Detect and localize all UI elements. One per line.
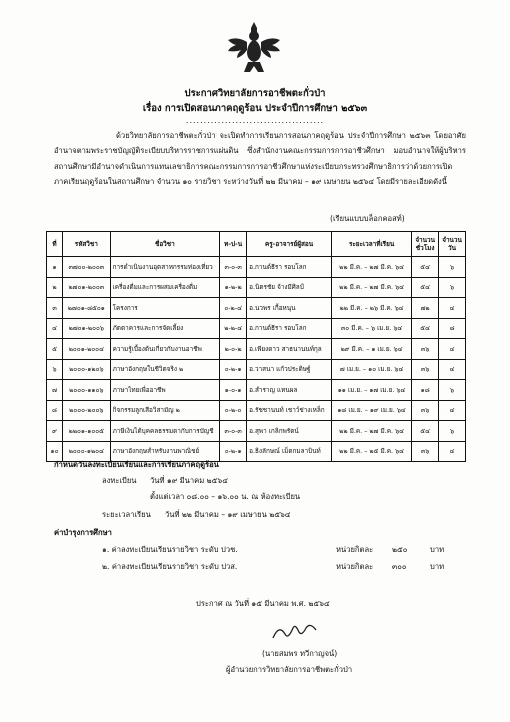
cell-no: ๔ — [47, 318, 63, 339]
col-header-subject: ชื่อวิชา — [110, 232, 220, 257]
cell-hours: ๕๔ — [412, 318, 439, 339]
cell-period: ๓๐ มี.ค. – ๖ เม.ย. ๖๔ — [331, 318, 411, 339]
cell-days: ๔ — [439, 339, 466, 360]
col-header-no: ที่ — [47, 232, 63, 257]
period-label: ระยะเวลาเรียน — [102, 510, 151, 519]
cell-period: ๗ เม.ย. – ๑๐ เม.ย. ๖๔ — [331, 359, 411, 380]
cell-code: ๒๗๐๑-๒๐๐๖ — [63, 318, 111, 339]
period-date: วันที่ ๒๒ มีนาคม – ๑๙ เมษายน ๒๕๖๔ — [165, 510, 291, 519]
fee-unit-2: หน่วยกิตละ — [336, 562, 374, 571]
cell-teacher: อ.วาสนา แก้วประดิษฐ์ — [247, 359, 332, 380]
cell-days: ๔ — [439, 400, 466, 421]
cell-days: ๖ — [439, 380, 466, 401]
cell-hours: ๓๖ — [412, 441, 439, 462]
cell-credits: ๐-๒-๑ — [220, 359, 247, 380]
title-separator: ....................................... — [185, 116, 325, 125]
cell-teacher: อ.นิตรชัย จ้างมีศิลป์ — [247, 277, 332, 298]
cell-hours: ๓๖ — [412, 359, 439, 380]
table-row — [47, 421, 466, 442]
schedule-title: กำหนดวันลงทะเบียนเรียนและการเรียนภาคฤดูร้อน — [54, 460, 219, 469]
cell-no: ๘ — [47, 400, 63, 421]
cell-no: ๑ — [47, 257, 63, 278]
course-table — [46, 231, 466, 462]
cell-hours: ๗๒ — [412, 298, 439, 319]
cell-credits: ๑-๒-๒ — [220, 277, 247, 298]
cell-credits: ๒-๒-๔ — [220, 318, 247, 339]
cell-days: ๔ — [439, 441, 466, 462]
cell-period: ๒๙ มี.ค. – ๑ เม.ย. ๖๔ — [331, 339, 411, 360]
fee-unit-1: หน่วยกิตละ — [336, 545, 374, 554]
cell-code: ๒๐๐๐-๑๒๐๖ — [63, 359, 111, 380]
cell-hours: ๕๔ — [412, 257, 439, 278]
cell-no: ๖ — [47, 359, 63, 380]
cell-code: ๒๐๐๐-๑๑๐๖ — [63, 380, 111, 401]
cell-period: ๒๒ มี.ค. – ๒๗ มี.ค. ๖๔ — [331, 421, 411, 442]
fee-label-1: ๑. ค่าลงทะเบียนเรียนรายวิชา ระดับ ปวช. — [102, 545, 238, 554]
cell-no: ๙ — [47, 421, 63, 442]
announcement-subject: เรื่อง การเปิดสอนภาคฤดูร้อน ประจำปีการศึกษา ๒๕๖๓ — [142, 103, 368, 114]
fee-currency-2: บาท — [430, 562, 445, 571]
fee-amount-2: ๓๐๐ — [392, 562, 407, 571]
cell-teacher: อ.รัชชานนท์ เชาว์ช่างเหล็ก — [247, 400, 332, 421]
table-row — [47, 318, 466, 339]
cell-hours: ๑๘ — [412, 380, 439, 401]
cell-subject: ความรู้เบื้องต้นเกี่ยวกับงานอาชีพ — [110, 339, 220, 360]
fees-title: ค่าบำรุงการศึกษา — [54, 528, 112, 537]
cell-subject: ภาษาอังกฤษในชีวิตจริง ๒ — [110, 359, 220, 380]
cell-subject: ภาษาไทยเพื่ออาชีพ — [110, 380, 220, 401]
table-row — [47, 257, 466, 278]
table-row — [47, 339, 466, 360]
cell-credits: ๑-๐-๑ — [220, 380, 247, 401]
cell-no: ๗ — [47, 380, 63, 401]
cell-days: ๖ — [439, 257, 466, 278]
col-header-credits: ท-ป-น — [220, 232, 247, 257]
cell-code: ๒๒๐๑-๑๐๐๕ — [63, 421, 111, 442]
signer-name: (นายสมพร ทวีกาญจน์) — [262, 649, 338, 658]
cell-teacher: อ.สำราญ แทนผล — [247, 380, 332, 401]
col-header-teacher: ครู-อาจารย์ผู้สอน — [247, 232, 332, 257]
cell-code: ๒๐๐๑-๒๐๐๔ — [63, 339, 111, 360]
cell-teacher: อ.นวพร เกื้อหนุน — [247, 298, 332, 319]
cell-no: ๓ — [47, 298, 63, 319]
cell-credits: ๐-๒-๔ — [220, 298, 247, 319]
col-header-days: จำนวนวัน — [439, 232, 466, 257]
cell-credits: ๓-๐-๓ — [220, 421, 247, 442]
signer-position: ผู้อำนวยการวิทยาลัยการอาชีพตะกั่วป่า — [226, 665, 353, 674]
cell-days: ๘ — [439, 318, 466, 339]
cell-days: ๔ — [439, 359, 466, 380]
cell-code: ๒๐๐๐-๑๒๐๔ — [63, 441, 111, 462]
table-row — [47, 298, 466, 319]
cell-code: ๒๐๐๐-๒๐๐๖ — [63, 400, 111, 421]
cell-period: ๒๒ มี.ค. – ๒๕ มี.ค. ๖๔ — [331, 441, 411, 462]
cell-subject: ภาษาอังกฤษสำหรับงานพาณิชย์ — [110, 441, 220, 462]
register-time: ตั้งแต่เวลา ๐๘.๐๐ – ๑๖.๐๐ น. ณ ห้องทะเบียน — [150, 492, 301, 501]
table-row — [47, 380, 466, 401]
announcement-title: ประกาศวิทยาลัยการอาชีพตะกั่วป่า — [184, 88, 326, 99]
cell-credits: ๓-๐-๓ — [220, 257, 247, 278]
cell-subject: เครื่องดื่มและการผสมเครื่องดื่ม — [110, 277, 220, 298]
table-row — [47, 359, 466, 380]
cell-teacher: อ.สุพา เกลิกพรัตน์ — [247, 421, 332, 442]
cell-subject: ภาษีเงินได้บุคคลธรรมดากับการบัญชี — [110, 421, 220, 442]
cell-days: ๖ — [439, 277, 466, 298]
cell-no: ๑๐ — [47, 441, 63, 462]
register-label: ลงทะเบียน — [102, 476, 137, 485]
cell-days: ๔ — [439, 298, 466, 319]
col-header-period: ระยะเวลาที่เรียน — [331, 232, 411, 257]
cell-subject: กิจกรรมลูกเสือวิสามัญ ๒ — [110, 400, 220, 421]
cell-no: ๒ — [47, 277, 63, 298]
cell-period: ๒๒ มี.ค. – ๒๗ มี.ค. ๖๔ — [331, 257, 411, 278]
intro-paragraph: ด้วยวิทยาลัยการอาชีพตะกั่วป่า จะเปิดทำการเรียนการสอนภาคฤดูร้อน ประจำปีการศึกษา ๒๕๖๓ โดยอาศัยอำนาจตามพระราชบัญญัติระเบียบบริหารราชการแผ่นดิน ซึ่งสำนักงานคณะกรรมการการอาชีวศึกษา มอบอำนาจให้ผู้บริหารสถานศึกษามีอำนาจดำเนินการแทนเลขาธิการคณะกรรมการการอาชีวศึกษาแห่งระเบียบกระทรวงศึกษาธิการว่าด้วยการเปิดภาคเรียนฤดูร้อนในสถานศึกษา จำนวน ๑๐ รายวิชา ระหว่างวันที่ ๒๒ มีนาคม – ๑๙ เมษายน ๒๕๖๔ โดยมีรายละเอียดดังนี้ — [54, 131, 466, 186]
register-date: วันที่ ๑๙ มีนาคม ๒๕๖๔ — [150, 476, 228, 485]
cell-code: ๓๗๐๐-๒๐๐๓ — [63, 257, 111, 278]
cell-code: ๒๗๐๑-๘๕๐๑ — [63, 298, 111, 319]
table-header-row — [47, 232, 466, 257]
cell-subject: การดำเนินงานอุตสาหกรรมท่องเที่ยว — [110, 257, 220, 278]
garuda-emblem-icon — [226, 18, 282, 76]
table-row — [47, 400, 466, 421]
cell-teacher: อ.เพียงดาว สาธนานนท์กุล — [247, 339, 332, 360]
cell-subject: ภัตตาคารและการจัดเลี้ยง — [110, 318, 220, 339]
cell-period: ๒๒ มี.ค. – ๒๖ มี.ค. ๖๔ — [331, 298, 411, 319]
cell-teacher: อ.กานต์ธีรา รอบโลก — [247, 318, 332, 339]
study-format-note: (เรียนแบบบล็อกคอสท์) — [330, 214, 405, 223]
cell-hours: ๕๔ — [412, 277, 439, 298]
cell-code: ๒๗๐๑-๒๐๐๓ — [63, 277, 111, 298]
cell-days: ๖ — [439, 421, 466, 442]
fee-currency-1: บาท — [430, 545, 445, 554]
cell-credits: ๒-๐-๒ — [220, 339, 247, 360]
cell-teacher: อ.กานต์ธีรา รอบโลก — [247, 257, 332, 278]
signature-icon — [270, 620, 320, 644]
table-row — [47, 277, 466, 298]
cell-period: ๑๑ เม.ย. – ๑๗ เม.ย. ๖๔ — [331, 380, 411, 401]
fee-amount-1: ๒๕๐ — [392, 545, 408, 554]
cell-period: ๑๘ เม.ย. – ๑๙ เม.ย. ๖๔ — [331, 400, 411, 421]
cell-subject: โครงการ — [110, 298, 220, 319]
cell-hours: ๕๔ — [412, 421, 439, 442]
cell-hours: ๓๖ — [412, 400, 439, 421]
course-table-body — [47, 257, 466, 462]
col-header-code: รหัสวิชา — [63, 232, 111, 257]
announce-date: ประกาศ ณ วันที่ ๑๕ มีนาคม พ.ศ. ๒๕๖๔ — [196, 599, 330, 608]
cell-credits: ๐-๒-๑ — [220, 441, 247, 462]
cell-teacher: อ.ธิงลักษณ์ เม็ดกมลาบินท์ — [247, 441, 332, 462]
fee-label-2: ๒. ค่าลงทะเบียนเรียนรายวิชา ระดับ ปวส. — [102, 562, 238, 571]
cell-period: ๒๒ มี.ค. – ๒๗ มี.ค. ๖๔ — [331, 277, 411, 298]
cell-credits: ๐-๒-๐ — [220, 400, 247, 421]
cell-hours: ๓๖ — [412, 339, 439, 360]
col-header-hours: จำนวนชั่วโมง — [412, 232, 439, 257]
cell-no: ๕ — [47, 339, 63, 360]
